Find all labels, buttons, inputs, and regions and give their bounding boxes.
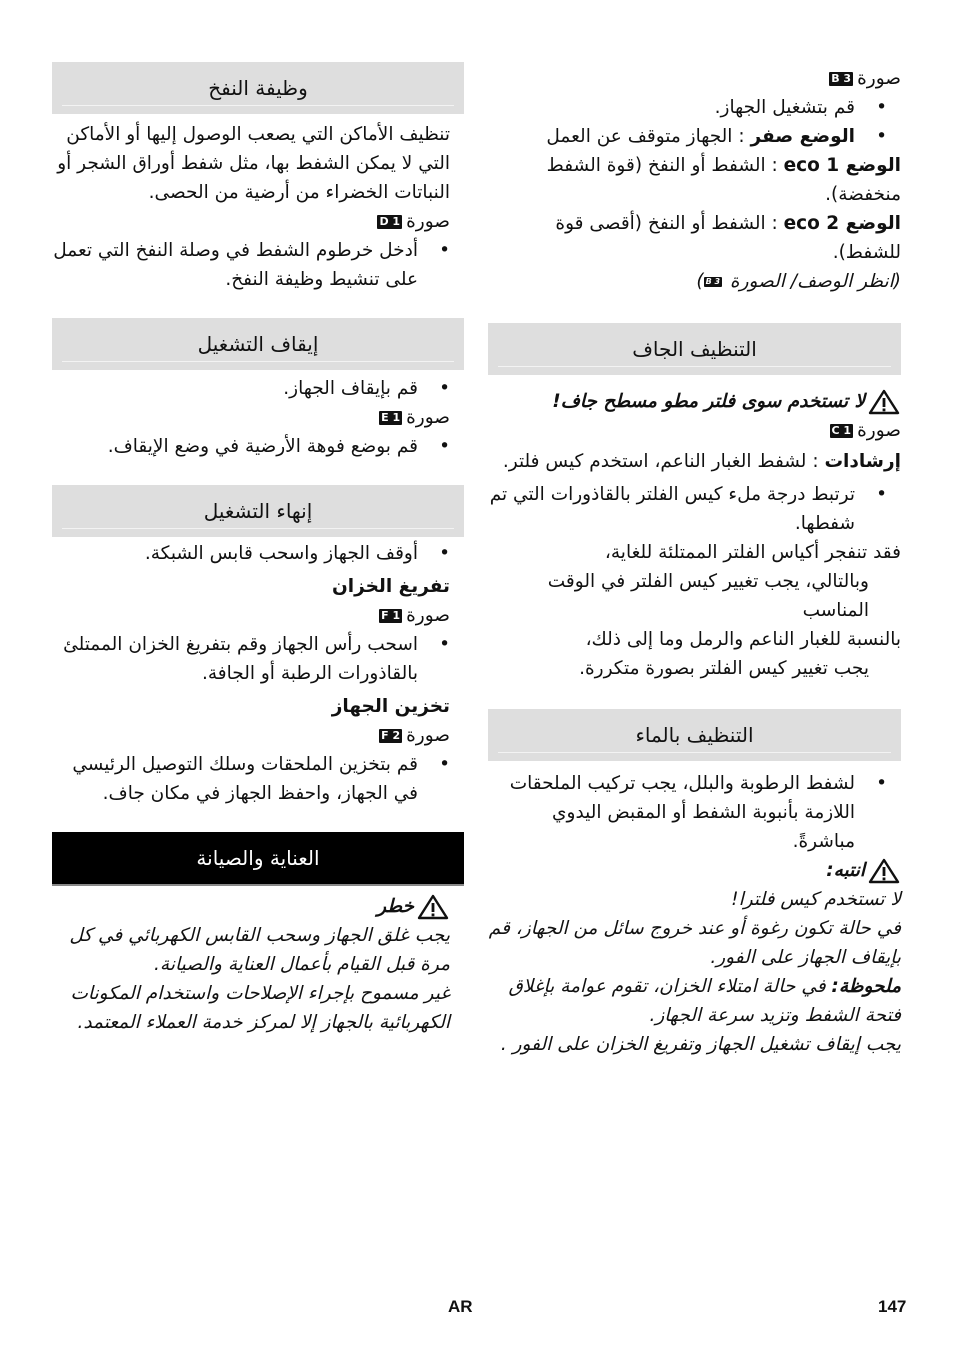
figure-label: صورة bbox=[406, 407, 450, 428]
figure-label: صورة bbox=[406, 725, 450, 746]
bullet-mode-zero bbox=[488, 122, 901, 151]
figure-label: صورة bbox=[406, 605, 450, 626]
mode-eco1 bbox=[488, 151, 901, 209]
eco2-term: الوضع eco 2 bbox=[783, 213, 901, 234]
eco1-text: : الشفط أو النفخ (قوة الشفط منخفضة). bbox=[546, 155, 901, 205]
bullet-blow: • أدخل خرطوم الشفط في وصلة النفخ التي تعمل على تنشيط وظيفة النفخ. bbox=[52, 236, 464, 294]
bullet-turn-off: • قم بإيقاف الجهاز. bbox=[52, 374, 464, 403]
footer-page-number: 147 bbox=[878, 1297, 907, 1316]
fine-line-2: يجب تغيير كيس الفلتر بصورة متكررة. bbox=[579, 658, 869, 679]
figure-label: صورة bbox=[857, 420, 901, 441]
section-title: وظيفة النفخ bbox=[208, 76, 308, 100]
caution-label: انتبه: bbox=[826, 860, 865, 881]
mode-eco2 bbox=[488, 209, 901, 267]
section-title: إيقاف التشغيل bbox=[197, 332, 319, 356]
figure-badge: E 1 bbox=[381, 410, 401, 424]
hint-term: إرشادات bbox=[824, 451, 901, 472]
figure-ref-b3 bbox=[488, 64, 901, 93]
figure-badge: F 2 bbox=[381, 728, 401, 742]
see-description bbox=[488, 267, 901, 296]
section-header-dry bbox=[488, 323, 901, 375]
caution-heading bbox=[488, 856, 901, 885]
danger-line-2: غير مسموح بإجراء الإصلاحات واستخدام المكونات الكهربائية بالجهاز إلا لمركز خدمة العملاء المعتمد. bbox=[70, 983, 450, 1033]
eco1-term: الوضع eco 1 bbox=[783, 155, 901, 176]
danger-heading bbox=[52, 892, 464, 921]
bullet-park: • قم بوضع فوهة الأرضية في وضع الإيقاف. bbox=[52, 432, 464, 461]
section-title: إنهاء التشغيل bbox=[203, 499, 313, 523]
figure-label: صورة bbox=[406, 211, 450, 232]
note-paragraph bbox=[488, 972, 901, 1030]
figure-label: صورة bbox=[857, 68, 901, 89]
burst-line-1: فقد تنفجر أكياس الفلتر الممتلئة للغاية، bbox=[604, 542, 901, 563]
eco2-text: : الشفط أو النفخ (أقصى قوة للشفط). bbox=[555, 213, 901, 263]
mode-zero-text: : الجهاز متوقف عن العمل bbox=[546, 126, 751, 147]
section-header-blow bbox=[52, 62, 464, 114]
figure-badge: D 1 bbox=[379, 214, 401, 228]
warning-triangle-icon bbox=[867, 857, 901, 885]
figure-ref-f2 bbox=[52, 721, 464, 750]
caution-line-1: لا تستخدم كيس فلترا! bbox=[731, 889, 901, 910]
subheading-empty-tank: تفريغ الخزان bbox=[331, 576, 450, 597]
bullet-empty: • اسحب رأس الجهاز وقم بتفريغ الخزان الممتلئ بالقاذورات الرطبة أو الجافة. bbox=[52, 630, 464, 688]
bullet-unplug: • أوقف الجهاز واسحب قابس الشبكة. bbox=[52, 539, 464, 568]
hint-paragraph bbox=[488, 447, 901, 476]
bullet-turn-on: • قم بتشغيل الجهاز. bbox=[488, 93, 901, 122]
left-column bbox=[52, 62, 464, 1037]
section-header-wet bbox=[488, 709, 901, 761]
see-desc-close: ) bbox=[696, 271, 704, 292]
note-label: ملحوظة: bbox=[831, 976, 901, 997]
footer-language: AR bbox=[448, 1297, 473, 1316]
figure-badge: B 3 bbox=[705, 277, 721, 286]
danger-label: خطر bbox=[377, 896, 414, 917]
section-title: التنظيف الجاف bbox=[632, 337, 757, 361]
figure-ref-e1 bbox=[52, 403, 464, 432]
subheading-store: تخزين الجهاز bbox=[331, 696, 450, 717]
hint-text: : لشفط الغبار الناعم، استخدم كيس فلتر. bbox=[502, 451, 825, 472]
dry-warning bbox=[488, 387, 901, 416]
section-title: التنظيف بالماء bbox=[635, 723, 754, 747]
warning-triangle-icon bbox=[416, 893, 450, 921]
fine-line-1: بالنسبة للغبار الناعم والرمل وما إلى ذلك، bbox=[585, 629, 901, 650]
section-header-care bbox=[52, 832, 464, 886]
note-line-2: يجب إيقاف تشغيل الجهاز وتفريغ الخزان على الفور . bbox=[500, 1034, 901, 1055]
bullet-store: • قم بتخزين الملحقات وسلك التوصيل الرئيسي في الجهاز، واحفظ الجهاز في مكان جاف. bbox=[52, 750, 464, 808]
figure-ref-d1 bbox=[52, 207, 464, 236]
bullet-capacity: • ترتبط درجة ملء كيس الفلتر بالقاذورات التي تم شفطها. bbox=[488, 480, 901, 538]
section-header-stop bbox=[52, 318, 464, 370]
see-desc-text: (انظر الوصف/ الصورة bbox=[724, 271, 901, 292]
blow-description: تنظيف الأماكن التي يصعب الوصول إليها أو الأماكن التي لا يمكن الشفط بها، مثل شفط أوراق الشجر أو النباتات الخضراء من أرضية من الحصى. bbox=[57, 124, 450, 203]
figure-ref-f1 bbox=[52, 601, 464, 630]
figure-ref-c1 bbox=[488, 416, 901, 445]
danger-line-1: يجب غلق الجهاز وسحب القابس الكهربائي في كل مرة قبل القيام بأعمال العناية والصيانة. bbox=[69, 925, 450, 975]
note-text: في حالة امتلاء الخزان، تقوم عوامة بإغلاق فتحة الشفط وتزيد سرعة الجهاز. bbox=[508, 976, 901, 1026]
figure-badge: F 1 bbox=[381, 608, 401, 622]
figure-badge: C 1 bbox=[831, 423, 852, 437]
caution-line-2: في حالة تكون رغوة أو عند خروج سائل من الجهاز، قم بإيقاف الجهاز على الفور. bbox=[488, 918, 901, 968]
figure-badge: B 3 bbox=[831, 71, 852, 85]
section-title: العناية والصيانة bbox=[196, 846, 320, 870]
warning-triangle-icon bbox=[867, 388, 901, 416]
bullet-wet: • لشفط الرطوبة والبلل، يجب تركيب الملحقات اللازمة بأنبوبة الشفط أو المقبض اليدوي مباشرةً. bbox=[488, 769, 901, 856]
mode-zero-term: الوضع صفر bbox=[750, 126, 855, 147]
section-header-end bbox=[52, 485, 464, 537]
burst-line-2: وبالتالي، يجب تغيير كيس الفلتر في الوقت المناسب bbox=[547, 571, 869, 621]
dry-warning-text: لا تستخدم سوى فلتر مطو مسطح جاف! bbox=[552, 391, 865, 412]
right-column bbox=[488, 62, 901, 1059]
